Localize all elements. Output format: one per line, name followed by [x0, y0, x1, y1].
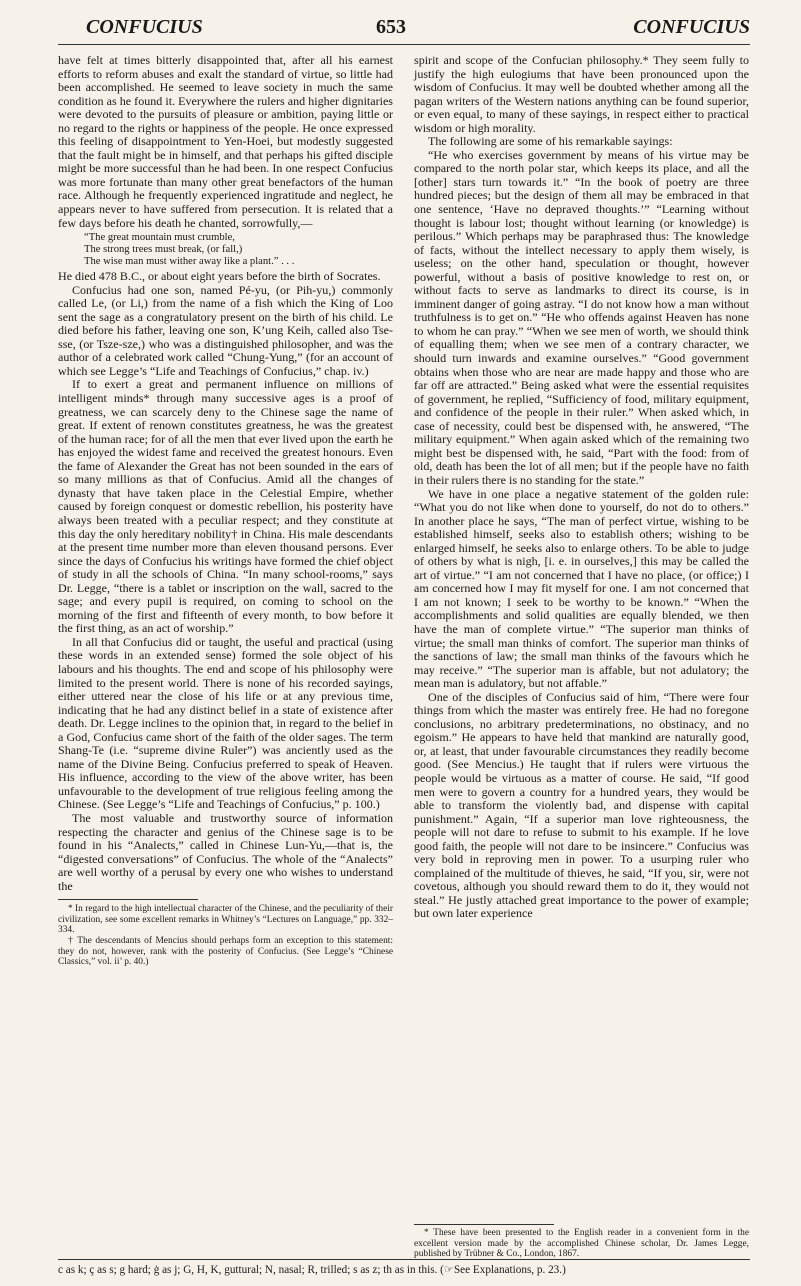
- footnotes: [414, 1228, 749, 1260]
- left-column: [58, 54, 393, 968]
- footnote: * These have been presented to the English reader in a convenient form in the excellent version made by the accomplished Chinese scholar, Dr. James Legge, published by Trübner & Co., London, 1867.: [414, 1228, 749, 1260]
- verse-line: The wise man must wither away like a plant.” . . .: [84, 256, 295, 268]
- paragraph: He died 478 B.C., or about eight years before the birth of Socrates.: [58, 269, 381, 284]
- header-right-title: CONFUCIUS: [633, 16, 750, 38]
- paragraph: One of the disciples of Confucius said of him, “There were four things from which the master was entirely free. He had no foregone conclusions, no arbitrary predeterminations, no obstinacy, and no egoism.” He appears to have held that mankind are naturally good, or, at least, that under favourable circumstances they readily become good. (See Mencius.) He taught that if rulers were virtuous the people would be virtuous as a matter of course. He said, “If good men were to govern a country for a hundred years, they would be able to transform the violently bad, and dispense with capital punishment.” Again, “If a superior man love righteousness, the people will not dare to refuse to submit to his example. If he love good faith, the people will not dare to be insincere.” Confucius was very bold in reproving men in power. To a usurping ruler who complained of the multitude of thieves, he said, “If you, sir, were not covetous, although you should reward them to do it, they would not steal.” He justly attached great importance to the power of example; but own later experience: [414, 689, 749, 921]
- page-number: 653: [376, 16, 406, 38]
- paragraph: In all that Confucius did or taught, the useful and practical (using these words in an extended sense) formed the sole object of his labours and his thoughts. The end and scope of his philosophy were limited to the present world. There is none of his recorded sayings, either uttered near the close of his life or at any previous time, indicating that he had any distinct belief in a state of existence after death. Dr. Legge inclines to the opinion that, in regard to the belief in a God, Confucius came short of the faith of the older sages. The term Shang-Te (i.e. “supreme divine Ruler”) was anciently used as the name of the Divine Being. Confucius preferred to speak of Heaven. His influence, according to the view of the above writer, has been unfavourable to the development of true religious feeling among the Chinese. (See Legge’s “Life and Teachings of Confucius,” p. 100.): [58, 634, 393, 812]
- footnote: † The descendants of Mencius should perhaps form an exception to this statement: they do not, however, rank with the posterity of Confucius. (See Legge’s “Chinese Classics,” vol. ii’ p. 40.): [58, 936, 393, 968]
- paragraph: Confucius had one son, named Pé-yu, (or Pih-yu,) commonly called Le, (or Li,) from the name of a fish which the King of Loo sent the sage as a congratulatory present on the birth of his child. Le died before his father, leaving one son, K’ung Keih, called also Tse-sse, (or Tsze-sze,) who was a distinguished philosopher, and was the author of a celebrated work called “Chung-Yung,” (for an account of which see Legge’s “Life and Teachings of Confucius,” chap. iv.): [58, 282, 393, 378]
- paragraph: “He who exercises government by means of his virtue may be compared to the north polar star, which keeps its place, and all the [other] stars turn towards it.” “In the book of poetry are three hundred pieces; but the design of them all may be embraced in that one sentence, ‘Have no depraved thoughts.’” “Learning without thought is labour lost; thought without learning (or knowledge) is perilous.” Which perhaps may be paraphrased thus: The knowledge of facts, without the intellect necessary to apply them wisely, is useless; on the other hand, speculation or thought, however powerful, without a basis of positive knowledge to rest on, or without facts to serve as landmarks to direct its course, is in imminent danger of going astray. “I do not know how a man without truthfulness is to get on.” “He who offends against Heaven has none to whom he can pray.” “When we see men of worth, we should think of equalling them; when we see men of a contrary character, we should turn inwards and examine ourselves.” “Good government obtains when those who are near are made happy and those who are far off are attracted.” Being asked what were the essential requisites of government, he replied, “Sufficiency of food, military equipment, and confidence of the people in their ruler.” When asked which, in case of necessity, could best be dispensed with, he answered, “The military equipment.” When again asked which of the remaining two might best be dispensed with, he said, “Part with the food: from of old, death has been the lot of all men; but if the people have no faith in their rulers there is no standing for the state.”: [414, 147, 749, 487]
- paragraph: We have in one place a negative statement of the golden rule: “What you do not like when done to yourself, do not do to others.” In another place he says, “The man of perfect virtue, wishing to be established himself, seeks also to establish others; wishing to be enlarged himself, he seeks also to enlarge others. To be able to judge of others by what is nigh, [i. e. in ourselves,] this may be called the art of virtue.” “I am not concerned that I have no place, (or office;) I am concerned how I may fit myself for one. I am not concerned that I am not known; I seek to be worthy to be known.” “When the accomplishments and solid qualities are equally blended, we then have the man of complete virtue.” “The superior man thinks of virtue; the small man thinks of comfort. The superior man thinks of the sanctions of law; the small man thinks of the favours which he may receive.” “The superior man is affable, but not adulatory; the mean man is adulatory, but not affable.”: [414, 486, 749, 691]
- verse-quote: [84, 232, 393, 268]
- running-header: [58, 16, 750, 42]
- paragraph: If to exert a great and permanent influence on millions of intelligent minds* through many successive ages is a proof of greatness, we can scarcely deny to the Chinese sage the name of great. If extent of renown constitutes greatness, he was the greatest of the human race; for of all the men that ever lived upon the earth he has enjoyed the widest fame and received the greatest honours. Even the fame of Alexander the Great has not been sounded in the ears of so many millions as that of Confucius. Amid all the changes of dynasty that have taken place in the Celestial Empire, whether caused by foreign conquest or domestic rebellion, his posterity have always been treated with a peculiar respect; and they constitute at this day the only hereditary nobility† in China. His male descendants at the present time number more than eleven thousand persons. Ever since the days of Confucius his writings have formed the chief object of study in all the schools of China. “In many school-rooms,” says Dr. Legge, “there is a tablet or inscription on the wall, sacred to the sage; and every pupil is required, on coming to school on the morning of the first and fifteenth of every month, to bow before it the first thing, as an act of worship.”: [58, 377, 393, 636]
- footnote-rule: [414, 1224, 554, 1225]
- paragraph: have felt at times bitterly disappointed that, after all his earnest efforts to reform abuses and exalt the standard of virtue, so little had been accomplished. He seemed to leave society in much the same condition as he found it. Everywhere the rulers and higher dignitaries were devoted to the pursuits of pleasure or ambition, paying little or no regard to the rights or happiness of the people. He once expressed this feeling of disappointment to Yen-Hoei, but modestly suggested that the fault might be in himself, and that perhaps his gifted disciple might be more successful than he had been. In one respect Confucius was more fortunate than many other great benefactors of the human race. Although he frequently experienced ingratitude and neglect, he appears never to have suffered from persecution. It is related that a few days before his death he chanted, sorrowfully,—: [58, 53, 393, 230]
- right-column: [414, 54, 749, 921]
- footnote-rule: [58, 899, 198, 900]
- verse-line: The strong trees must break, (or fall,): [84, 244, 243, 256]
- header-left-title: CONFUCIUS: [86, 16, 203, 38]
- verse-line: “The great mountain must crumble,: [84, 232, 235, 244]
- pronunciation-key: c as k; ç as s; g hard; ġ as j; G, H, K, guttural; N, nasal; R, trilled; s as z; th as in this. (☞See Explanations, p. 23.): [58, 1264, 566, 1276]
- footer-rule: [58, 1259, 750, 1260]
- footnotes: [58, 904, 393, 968]
- footnote: * In regard to the high intellectual character of the Chinese, and the peculiarity of their civilization, see some excellent remarks in Whitney’s “Lectures on Language,” pp. 332–334.: [58, 904, 393, 936]
- header-rule: [58, 44, 750, 45]
- paragraph: spirit and scope of the Confucian philosophy.* They seem fully to justify the high eulogiums that have been pronounced upon the wisdom of Confucius. It may well be doubted whether among all the pagan writers of the Western nations anything can be found superior, or even equal, to many of these sayings, in respect either to practical wisdom or high morality.: [414, 53, 749, 135]
- paragraph: The following are some of his remarkable sayings:: [428, 134, 673, 149]
- paragraph: The most valuable and trustworthy source of information respecting the character and genius of the Chinese sage is to be found in his “Analects,” called in Chinese Lun-Yu,—that is, the “digested conversations” of Confucius. The whole of the “Analects” are well worthy of a perusal by every one who wishes to understand the: [58, 810, 393, 893]
